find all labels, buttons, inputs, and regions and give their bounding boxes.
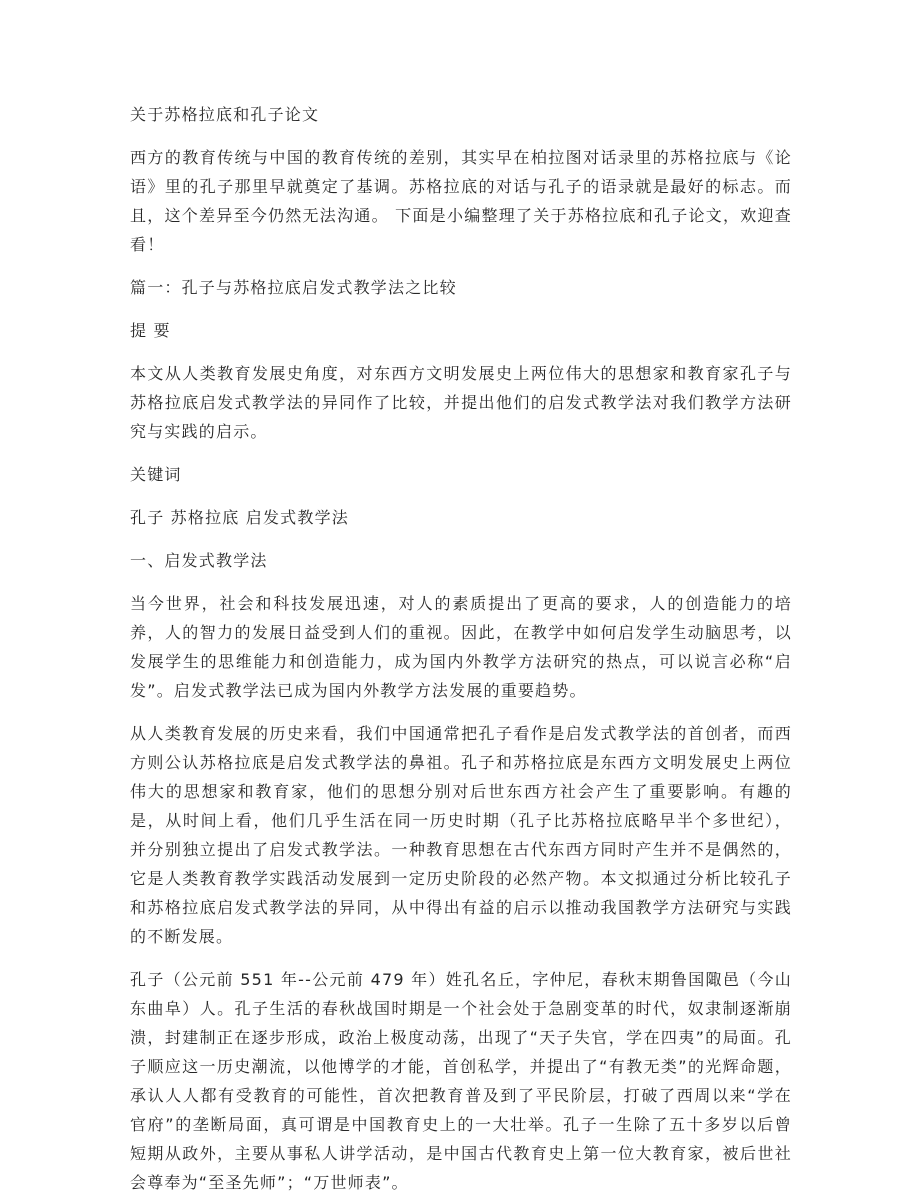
paragraph-body-2: 从人类教育发展的历史来看，我们中国通常把孔子看作是启发式教学法的首创者，而西方则公认苏格拉底是启发式教学法的鼻祖。孔子和苏格拉底是东西方文明发展史上两位伟大的思想家和教育家，他们的思想分别对后世东西方社会产生了重要影响。有趣的是，从时间上看，他们几乎生活在同一历史时期（孔子比苏格拉底略早半个多世纪），并分别独立提出了启发式教学法。一种教育思想在古代东西方同时产生并不是偶然的，它是人类教育教学实践活动发展到一定历史阶段的必然产物。本文拟通过分析比较孔子和苏格拉底启发式教学法的异同，从中得出有益的启示以推动我国教学方法研究与实践的不断发展。 [130, 724, 792, 946]
chapter-one-heading: 一、启发式教学法 [130, 551, 268, 570]
keywords-heading: 关键词 [130, 465, 182, 484]
abstract-paragraph: 本文从人类教育发展史角度，对东西方文明发展史上两位伟大的思想家和教育家孔子与苏格拉底启发式教学法的异同作了比较，并提出他们的启发式教学法对我们教学方法研究与实践的启示。 [130, 364, 792, 441]
keywords-list: 孔子 苏格拉底 启发式教学法 [130, 508, 349, 527]
abstract-heading: 提 要 [130, 321, 171, 340]
paragraph-body-3: 孔子（公元前 551 年--公元前 479 年）姓孔名丘，字仲尼，春秋末期鲁国陬邑（今山东曲阜）人。孔子生活的春秋战国时期是一个社会处于急剧变革的时代，奴隶制逐渐崩溃，封建制正在逐步形成，政治上极度动荡，出现了“天子失官，学在四夷”的局面。孔子顺应这一历史潮流，以他博学的才能，首创私学，并提出了“有教无类”的光辉命题，承认人人都有受教育的可能性，首次把教育普及到了平民阶层，打破了西周以来“学在官府”的垄断局面，真可谓是中国教育史上的一大壮举。孔子一生除了五十多岁以后曾短期从政外，主要从事私人讲学活动，是中国古代教育史上第一位大教育家，被后世社会尊奉为“至圣先师”；“万世师表”。 [130, 970, 792, 1192]
section-one-heading: 篇一：孔子与苏格拉底启发式教学法之比较 [130, 278, 457, 297]
paragraph-body-1: 当今世界，社会和科技发展迅速，对人的素质提出了更高的要求，人的创造能力的培养，人的智力的发展日益受到人们的重视。因此，在教学中如何启发学生动脑思考，以发展学生的思维能力和创造能力，成为国内外教学方法研究的热点，可以说言必称“启发”。启发式教学法已成为国内外教学方法发展的重要趋势。 [130, 594, 792, 700]
paragraph-intro: 西方的教育传统与中国的教育传统的差别，其实早在柏拉图对话录里的苏格拉底与《论语》里的孔子那里早就奠定了基调。苏格拉底的对话与孔子的语录就是最好的标志。而且，这个差异至今仍然无法沟通。 下面是小编整理了关于苏格拉底和孔子论文，欢迎查看！ [130, 148, 792, 254]
document-title: 关于苏格拉底和孔子论文 [130, 105, 320, 124]
